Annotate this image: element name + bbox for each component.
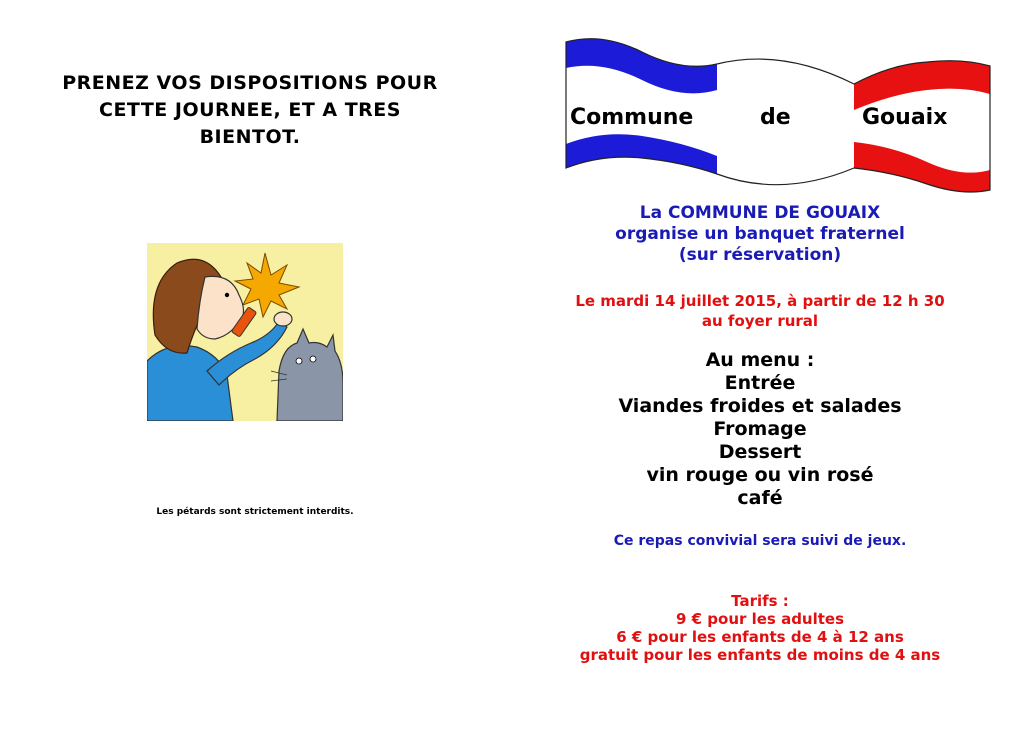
games-note: Ce repas convivial sera suivi de jeux. [613, 533, 907, 549]
invitation-line: organise un banquet fraternel [615, 224, 905, 244]
invitation-line: (sur réservation) [678, 245, 842, 265]
menu-item: Viandes froides et salades [618, 395, 902, 417]
closing-message [20, 70, 480, 151]
menu-item: Entrée [724, 372, 796, 394]
banner-blue-band [566, 134, 717, 174]
invitation-block [540, 203, 980, 266]
tarif-line: 9 € pour les adultes [675, 610, 845, 628]
banner-red-band [854, 142, 990, 192]
tarif-line: 6 € pour les enfants de 4 à 12 ans [616, 628, 904, 646]
menu-title: Au menu : [705, 349, 815, 371]
closing-message-line: BIENTOT. [199, 126, 301, 148]
firecracker-illustration [147, 243, 343, 421]
closing-message-line: CETTE JOURNEE, ET A TRES [99, 99, 401, 121]
banner-word: de [760, 105, 791, 130]
event-date-block [520, 291, 1000, 331]
girl-eye [225, 293, 229, 297]
cat-eye [310, 356, 316, 362]
commune-banner [562, 38, 992, 198]
tarifs-title: Tarifs : [731, 592, 789, 610]
tarif-line: gratuit pour les enfants de moins de 4 ans [579, 646, 941, 664]
menu-item: Dessert [718, 441, 802, 463]
tarifs-block [520, 592, 1000, 664]
banner-red-band [854, 61, 990, 110]
event-place-line: au foyer rural [701, 312, 819, 330]
girl-hand [274, 312, 292, 326]
invitation-line: La COMMUNE DE GOUAIX [639, 203, 881, 223]
menu-item: café [737, 487, 783, 509]
event-date-line: Le mardi 14 juillet 2015, à partir de 12 h 30 [575, 292, 945, 310]
banner-word: Commune [570, 105, 694, 130]
cat-eye [296, 358, 302, 364]
firecracker-ban-note: Les pétards sont strictement interdits. [156, 507, 354, 517]
menu-block [560, 349, 960, 510]
banner-word: Gouaix [862, 105, 948, 130]
closing-message-line: PRENEZ VOS DISPOSITIONS POUR [62, 72, 438, 94]
menu-item: Fromage [713, 418, 807, 440]
menu-item: vin rouge ou vin rosé [646, 464, 874, 486]
